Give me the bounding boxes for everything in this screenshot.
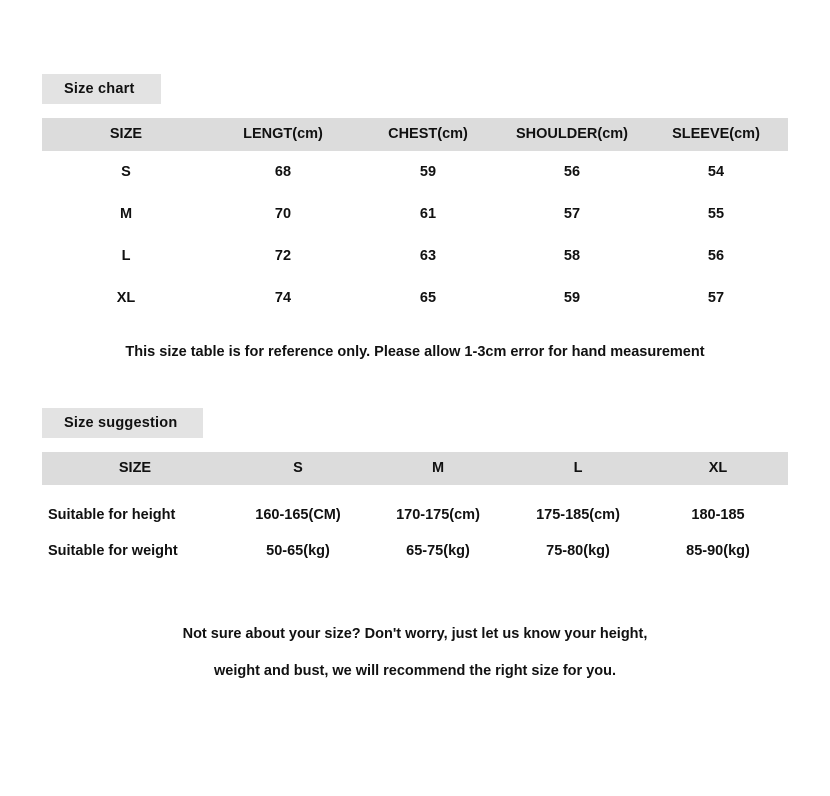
table-header-row [42, 452, 788, 485]
size-suggestion-section-header [42, 408, 203, 438]
size-chart-title: Size chart [42, 74, 161, 104]
cell-weight-s: 50-65(kg) [266, 543, 330, 559]
table-row [42, 533, 788, 569]
cell-chest: 59 [419, 164, 437, 180]
column-header-m: M [431, 460, 445, 476]
cell-sleeve: 56 [707, 248, 725, 264]
size-chart-section-header [42, 74, 161, 104]
cell-shoulder: 57 [563, 206, 581, 222]
cell-chest: 61 [419, 206, 437, 222]
column-header-s: S [293, 460, 303, 476]
size-chart-table-body [42, 151, 788, 319]
column-header-length: LENGT(cm) [243, 126, 323, 142]
reference-note: This size table is for reference only. Please allow 1-3cm error for hand measurement [125, 344, 705, 360]
cell-weight-l: 75-80(kg) [546, 543, 610, 559]
column-header-size: SIZE [118, 460, 152, 476]
cell-length: 72 [274, 248, 292, 264]
table-row [42, 485, 788, 533]
cell-sleeve: 55 [707, 206, 725, 222]
size-chart-table [42, 118, 788, 319]
table-row [42, 151, 788, 193]
size-suggestion-table-head [42, 452, 788, 485]
cell-height-s: 160-165(CM) [255, 507, 341, 523]
cell-height-xl: 180-185 [691, 507, 745, 523]
cell-size: M [119, 206, 133, 222]
table-row [42, 277, 788, 319]
size-suggestion-table-body [42, 485, 788, 569]
column-header-size: SIZE [109, 126, 143, 142]
cell-size: S [121, 164, 131, 180]
cell-length: 70 [274, 206, 292, 222]
help-note [0, 616, 830, 690]
row-label-weight: Suitable for weight [48, 543, 178, 559]
help-note-line-2: weight and bust, we will recommend the right size for you. [213, 662, 617, 679]
cell-weight-xl: 85-90(kg) [686, 543, 750, 559]
cell-height-l: 175-185(cm) [536, 507, 620, 523]
cell-size: L [121, 248, 131, 264]
cell-shoulder: 58 [563, 248, 581, 264]
column-header-shoulder: SHOULDER(cm) [516, 126, 628, 142]
cell-chest: 63 [419, 248, 437, 264]
row-label-height: Suitable for height [48, 507, 176, 523]
size-suggestion-title: Size suggestion [42, 408, 203, 438]
cell-chest: 65 [419, 290, 437, 306]
cell-weight-m: 65-75(kg) [406, 543, 470, 559]
size-suggestion-table [42, 452, 788, 569]
cell-length: 74 [274, 290, 292, 306]
column-header-xl: XL [708, 460, 728, 476]
cell-height-m: 170-175(cm) [396, 507, 480, 523]
cell-sleeve: 57 [707, 290, 725, 306]
column-header-sleeve: SLEEVE(cm) [672, 126, 760, 142]
cell-shoulder: 59 [563, 290, 581, 306]
column-header-chest: CHEST(cm) [388, 126, 468, 142]
column-header-l: L [573, 460, 583, 476]
help-note-line-1: Not sure about your size? Don't worry, just let us know your height, [182, 626, 648, 642]
size-chart-table-head [42, 118, 788, 151]
table-row [42, 235, 788, 277]
table-row [42, 193, 788, 235]
cell-length: 68 [274, 164, 292, 180]
cell-shoulder: 56 [563, 164, 581, 180]
cell-size: XL [116, 290, 136, 306]
table-header-row [42, 118, 788, 151]
cell-sleeve: 54 [707, 164, 725, 180]
